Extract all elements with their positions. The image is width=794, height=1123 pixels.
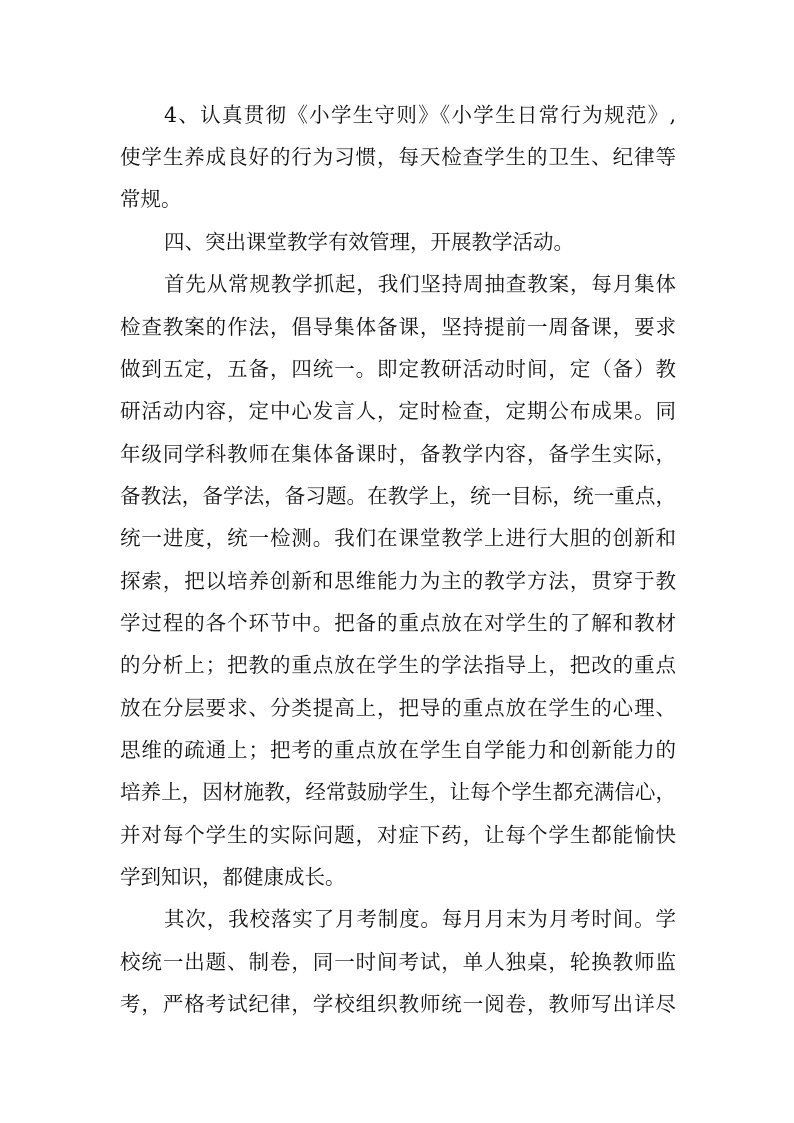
text-line: 研活动内容，定中心发言人，定时检查，定期公布成果。同 xyxy=(120,399,676,423)
text-line: 探索，把以培养创新和思维能力为主的教学方法，贯穿于教 xyxy=(120,569,676,593)
text-line: 首先从常规教学抓起，我们坚持周抽查教案，每月集体 xyxy=(164,272,676,296)
text-line: 年级同学科教师在集体备课时，备教学内容，备学生实际， xyxy=(120,442,676,466)
section-heading: 四、突出课堂教学有效管理，开展教学活动。 xyxy=(164,230,574,254)
text-line: 放在分层要求、分类提高上，把导的重点放在学生的心理、 xyxy=(120,696,676,720)
text-line: 的分析上；把教的重点放在学生的学法指导上，把改的重点 xyxy=(120,653,676,677)
text-line: 4、认真贯彻《小学生守则》《小学生日常行为规范》, xyxy=(164,103,676,127)
text-line: 其次，我校落实了月考制度。每月月末为月考时间。学 xyxy=(164,907,676,931)
text-line: 做到五定，五备，四统一。即定教研活动时间，定（备）教 xyxy=(120,357,676,381)
text-line: 统一进度，统一检测。我们在课堂教学上进行大胆的创新和 xyxy=(120,526,676,550)
text-line: 学到知识，都健康成长。 xyxy=(120,865,346,889)
text-line: 考，严格考试纪律，学校组织教师统一阅卷，教师写出详尽 xyxy=(120,992,676,1016)
text-line: 学过程的各个环节中。把备的重点放在对学生的了解和教材 xyxy=(120,611,676,635)
text-line: 思维的疏通上；把考的重点放在学生自学能力和创新能力的 xyxy=(120,738,676,762)
text-line: 检查教案的作法，倡导集体备课，坚持提前一周备课，要求 xyxy=(120,315,676,339)
text-line: 备教法，备学法，备习题。在教学上，统一目标，统一重点， xyxy=(120,484,676,508)
text-line: 校统一出题、制卷，同一时间考试，单人独桌，轮换教师监 xyxy=(120,950,676,974)
text-line: 常规。 xyxy=(120,187,182,211)
text-line: 使学生养成良好的行为习惯，每天检查学生的卫生、纪律等 xyxy=(120,145,676,169)
text-line: 培养上，因材施教，经常鼓励学生，让每个学生都充满信心， xyxy=(120,780,676,804)
text-line: 并对每个学生的实际问题，对症下药，让每个学生都能愉快 xyxy=(120,823,676,847)
